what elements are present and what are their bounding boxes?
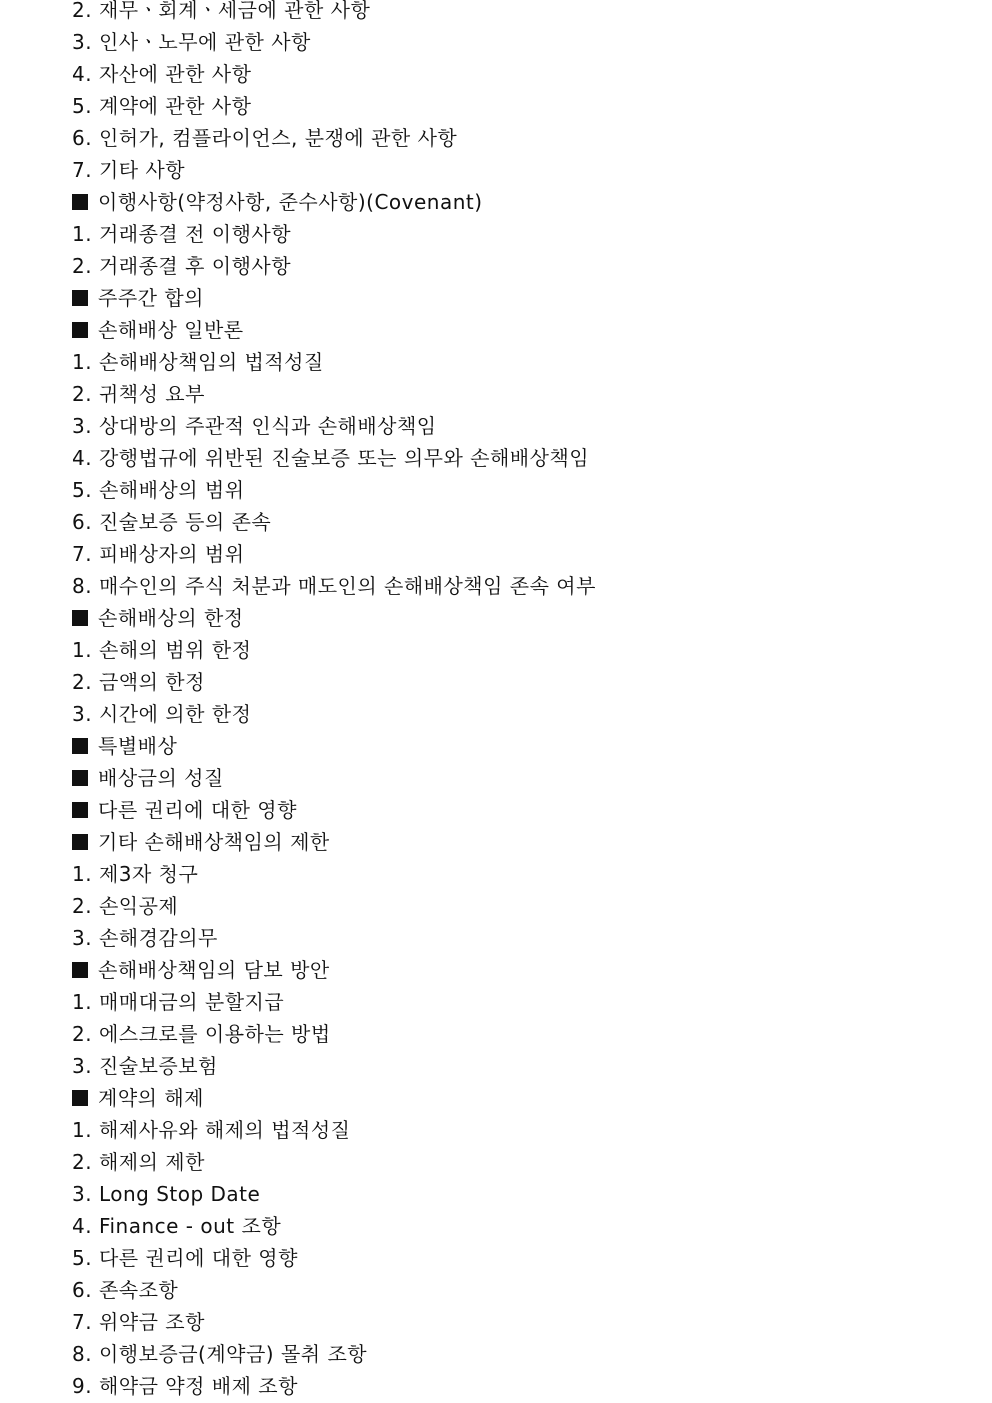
list-item bbox=[72, 986, 972, 1018]
list-item-text: 6. 진술보증 등의 존속 bbox=[72, 510, 272, 534]
list-item-text: 7. 기타 사항 bbox=[72, 158, 186, 182]
list-item bbox=[72, 1018, 972, 1050]
list-item-text: 2. 해제의 제한 bbox=[72, 1150, 205, 1174]
list-item-text: 7. 위약금 조항 bbox=[72, 1310, 205, 1334]
square-bullet-icon bbox=[72, 194, 88, 210]
list-item-text: 8. 이행보증금(계약금) 몰취 조항 bbox=[72, 1342, 368, 1366]
square-bullet-icon bbox=[72, 770, 88, 786]
list-item bbox=[72, 410, 972, 442]
list-item bbox=[72, 1210, 972, 1242]
list-item-text: 1. 해제사유와 해제의 법적성질 bbox=[72, 1118, 351, 1142]
document-body bbox=[72, 0, 972, 1402]
section-heading bbox=[72, 314, 972, 346]
square-bullet-icon bbox=[72, 610, 88, 626]
section-heading bbox=[72, 1082, 972, 1114]
square-bullet-icon bbox=[72, 802, 88, 818]
list-item-text: 4. 강행법규에 위반된 진술보증 또는 의무와 손해배상책임 bbox=[72, 446, 590, 470]
list-item-text: 6. 인허가, 컴플라이언스, 분쟁에 관한 사항 bbox=[72, 126, 458, 150]
list-item bbox=[72, 506, 972, 538]
section-heading-text: 손해배상책임의 담보 방안 bbox=[98, 958, 330, 982]
list-item-text: 3. 진술보증보험 bbox=[72, 1054, 218, 1078]
list-item bbox=[72, 122, 972, 154]
list-item bbox=[72, 666, 972, 698]
section-heading-text: 주주간 합의 bbox=[98, 286, 204, 310]
list-item bbox=[72, 0, 972, 26]
list-item bbox=[72, 250, 972, 282]
section-heading bbox=[72, 794, 972, 826]
list-item bbox=[72, 58, 972, 90]
square-bullet-icon bbox=[72, 322, 88, 338]
list-item bbox=[72, 570, 972, 602]
square-bullet-icon bbox=[72, 738, 88, 754]
list-item bbox=[72, 922, 972, 954]
list-item bbox=[72, 90, 972, 122]
list-item-text: 1. 거래종결 전 이행사항 bbox=[72, 222, 292, 246]
list-item-text: 1. 매매대금의 분할지급 bbox=[72, 990, 285, 1014]
list-item bbox=[72, 634, 972, 666]
list-item-text: 1. 제3자 청구 bbox=[72, 862, 199, 886]
square-bullet-icon bbox=[72, 290, 88, 306]
list-item-text: 5. 다른 권리에 대한 영향 bbox=[72, 1246, 298, 1270]
list-item-text: 2. 금액의 한정 bbox=[72, 670, 205, 694]
list-item-text: 2. 귀책성 요부 bbox=[72, 382, 205, 406]
list-item-text: 2. 재무ㆍ회계ㆍ세금에 관한 사항 bbox=[72, 0, 371, 22]
list-item bbox=[72, 474, 972, 506]
section-heading-text: 특별배상 bbox=[98, 734, 178, 758]
list-item-text: 6. 존속조항 bbox=[72, 1278, 179, 1302]
list-item bbox=[72, 538, 972, 570]
list-item-text: 2. 에스크로를 이용하는 방법 bbox=[72, 1022, 331, 1046]
list-item bbox=[72, 26, 972, 58]
list-item-text: 8. 매수인의 주식 처분과 매도인의 손해배상책임 존속 여부 bbox=[72, 574, 596, 598]
section-heading-text: 손해배상 일반론 bbox=[98, 318, 244, 342]
list-item-text: 3. Long Stop Date bbox=[72, 1182, 261, 1206]
list-item-text: 4. Finance - out 조항 bbox=[72, 1214, 282, 1238]
section-heading bbox=[72, 826, 972, 858]
section-heading bbox=[72, 186, 972, 218]
section-heading bbox=[72, 602, 972, 634]
list-item bbox=[72, 218, 972, 250]
list-item-text: 2. 손익공제 bbox=[72, 894, 179, 918]
square-bullet-icon bbox=[72, 962, 88, 978]
section-heading bbox=[72, 282, 972, 314]
list-item-text: 3. 손해경감의무 bbox=[72, 926, 218, 950]
list-item-text: 4. 자산에 관한 사항 bbox=[72, 62, 252, 86]
list-item bbox=[72, 1242, 972, 1274]
list-item bbox=[72, 890, 972, 922]
list-item bbox=[72, 154, 972, 186]
section-heading-text: 이행사항(약정사항, 준수사항)(Covenant) bbox=[98, 190, 483, 214]
section-heading bbox=[72, 954, 972, 986]
section-heading-text: 계약의 해제 bbox=[98, 1086, 204, 1110]
section-heading-text: 다른 권리에 대한 영향 bbox=[98, 798, 297, 822]
list-item-text: 9. 해약금 약정 배제 조항 bbox=[72, 1374, 298, 1398]
section-heading-text: 배상금의 성질 bbox=[98, 766, 224, 790]
list-item bbox=[72, 1274, 972, 1306]
list-item-text: 3. 시간에 의한 한정 bbox=[72, 702, 252, 726]
list-item bbox=[72, 442, 972, 474]
list-item bbox=[72, 858, 972, 890]
list-item bbox=[72, 1146, 972, 1178]
section-heading bbox=[72, 762, 972, 794]
list-item bbox=[72, 378, 972, 410]
list-item bbox=[72, 1338, 972, 1370]
list-item bbox=[72, 1306, 972, 1338]
square-bullet-icon bbox=[72, 1090, 88, 1106]
list-item bbox=[72, 1178, 972, 1210]
square-bullet-icon bbox=[72, 834, 88, 850]
list-item-text: 3. 상대방의 주관적 인식과 손해배상책임 bbox=[72, 414, 437, 438]
list-item-text: 1. 손해의 범위 한정 bbox=[72, 638, 252, 662]
list-item-text: 2. 거래종결 후 이행사항 bbox=[72, 254, 292, 278]
list-item bbox=[72, 1050, 972, 1082]
list-item bbox=[72, 1370, 972, 1402]
list-item bbox=[72, 346, 972, 378]
list-item bbox=[72, 1114, 972, 1146]
section-heading bbox=[72, 730, 972, 762]
section-heading-text: 기타 손해배상책임의 제한 bbox=[98, 830, 330, 854]
list-item-text: 5. 계약에 관한 사항 bbox=[72, 94, 252, 118]
list-item bbox=[72, 698, 972, 730]
list-item-text: 5. 손해배상의 범위 bbox=[72, 478, 245, 502]
section-heading-text: 손해배상의 한정 bbox=[98, 606, 244, 630]
list-item-text: 7. 피배상자의 범위 bbox=[72, 542, 245, 566]
list-item-text: 3. 인사ㆍ노무에 관한 사항 bbox=[72, 30, 311, 54]
list-item-text: 1. 손해배상책임의 법적성질 bbox=[72, 350, 324, 374]
